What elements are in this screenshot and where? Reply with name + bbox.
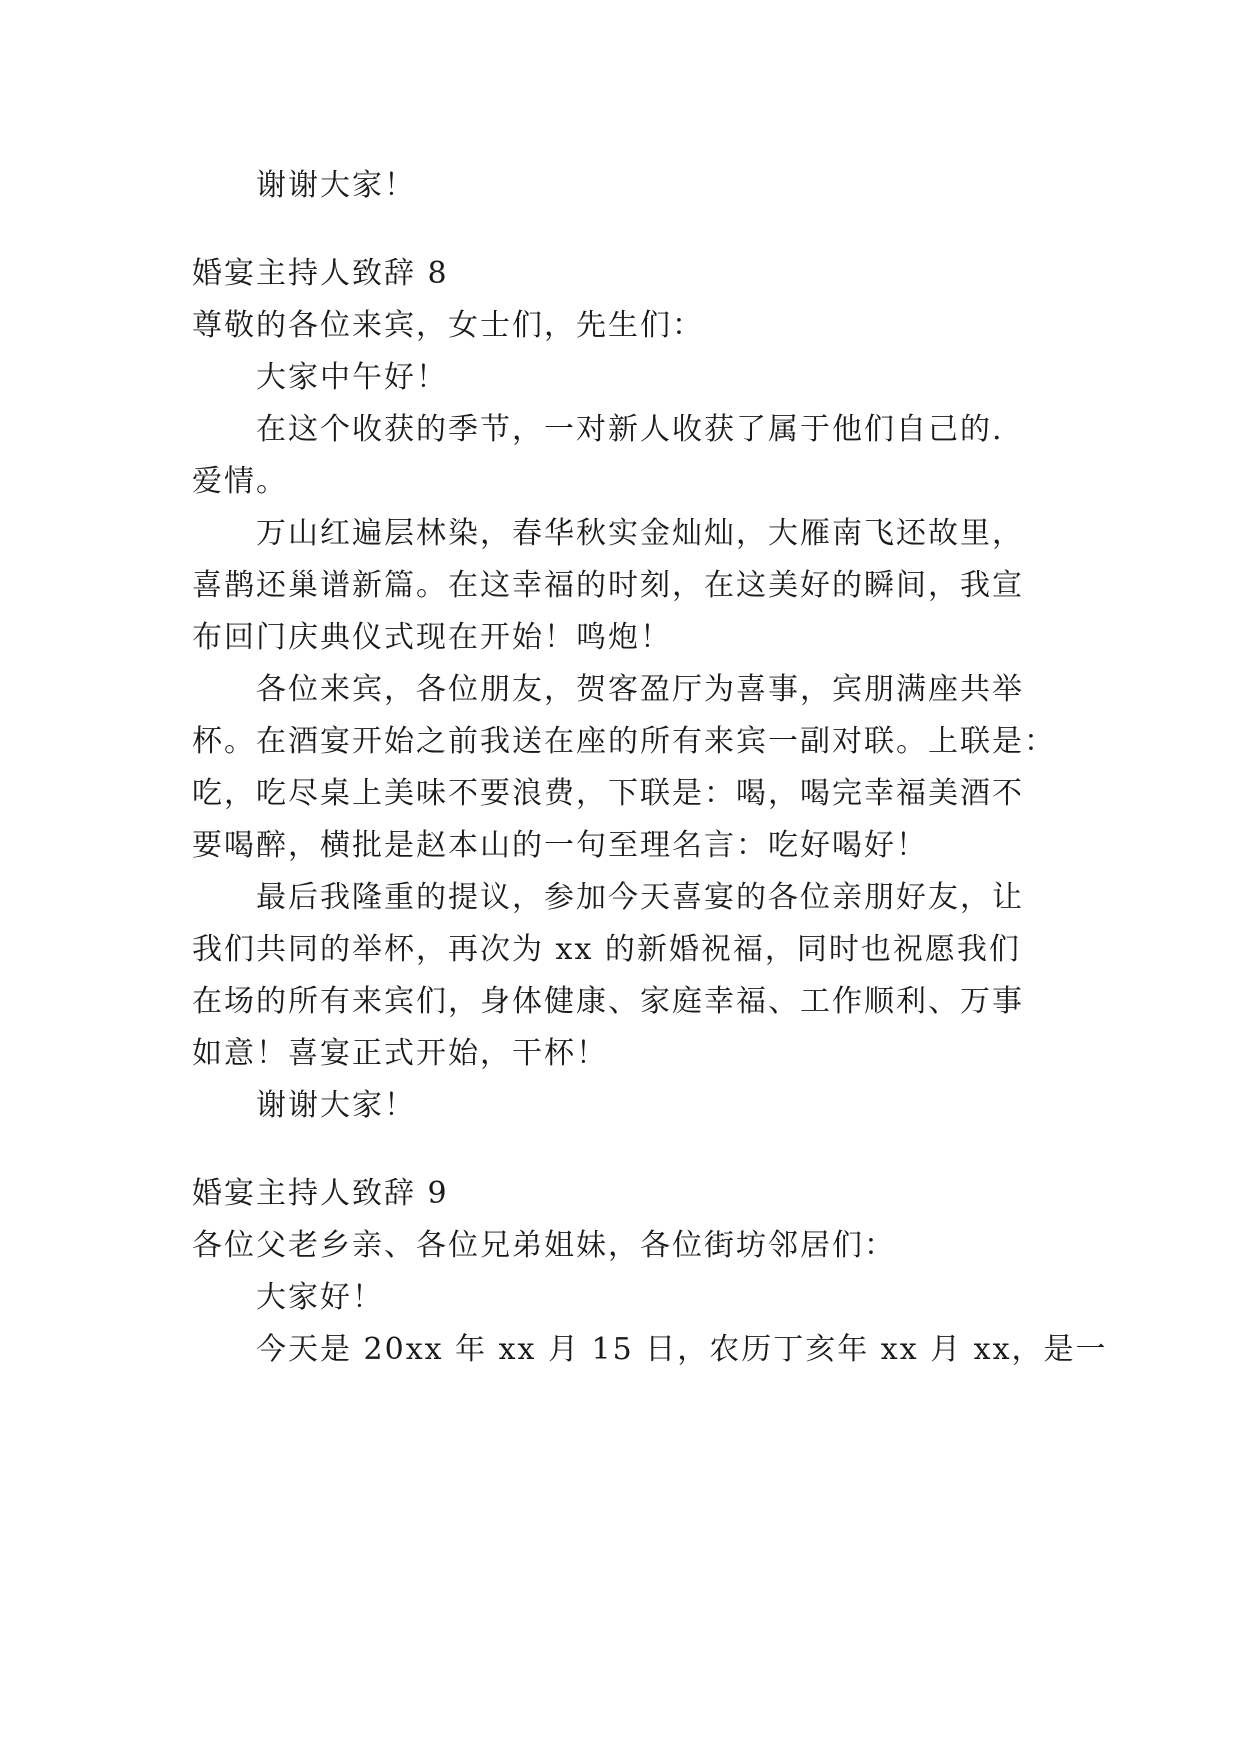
salutation-9: 各位父老乡亲、各位兄弟姐妹，各位街坊邻居们：	[192, 1228, 896, 1263]
paragraph-line: 杯。在酒宴开始之前我送在座的所有来宾一副对联。上联是：	[192, 724, 1056, 759]
paragraph-line: 在这个收获的季节，一对新人收获了属于他们自己的.	[256, 412, 1004, 447]
paragraph-line: 万山红遍层林染，春华秋实金灿灿，大雁南飞还故里，	[256, 516, 1024, 551]
paragraph-line: 今天是 20xx 年 xx 月 15 日，农历丁亥年 xx 月 xx，是一	[256, 1332, 1108, 1367]
paragraph-line: 各位来宾，各位朋友，贺客盈厅为喜事，宾朋满座共举	[256, 672, 1024, 707]
paragraph-line: 最后我隆重的提议，参加今天喜宴的各位亲朋好友，让	[256, 880, 1024, 915]
section-heading-9: 婚宴主持人致辞 9	[192, 1176, 449, 1211]
paragraph-line: 如意！喜宴正式开始，干杯！	[192, 1036, 608, 1071]
section-heading-8: 婚宴主持人致辞 8	[192, 256, 449, 291]
paragraph-line: 我们共同的举杯，再次为 xx 的新婚祝福，同时也祝愿我们	[192, 932, 1021, 967]
closing-thanks-1: 谢谢大家！	[256, 168, 416, 203]
paragraph-line: 布回门庆典仪式现在开始！鸣炮！	[192, 620, 672, 655]
greeting-9: 大家好！	[256, 1280, 384, 1315]
greeting-8: 大家中午好！	[256, 360, 448, 395]
paragraph-line: 吃，吃尽桌上美味不要浪费，下联是：喝，喝完幸福美酒不	[192, 776, 1024, 811]
paragraph-line: 爱情。	[192, 464, 288, 499]
paragraph-line: 在场的所有来宾们，身体健康、家庭幸福、工作顺利、万事	[192, 984, 1024, 1019]
paragraph-line: 喜鹊还巢谱新篇。在这幸福的时刻，在这美好的瞬间，我宣	[192, 568, 1024, 603]
salutation-8: 尊敬的各位来宾，女士们，先生们：	[192, 308, 704, 343]
paragraph-line: 要喝醉，横批是赵本山的一句至理名言：吃好喝好！	[192, 828, 928, 863]
closing-thanks-2: 谢谢大家！	[256, 1088, 416, 1123]
